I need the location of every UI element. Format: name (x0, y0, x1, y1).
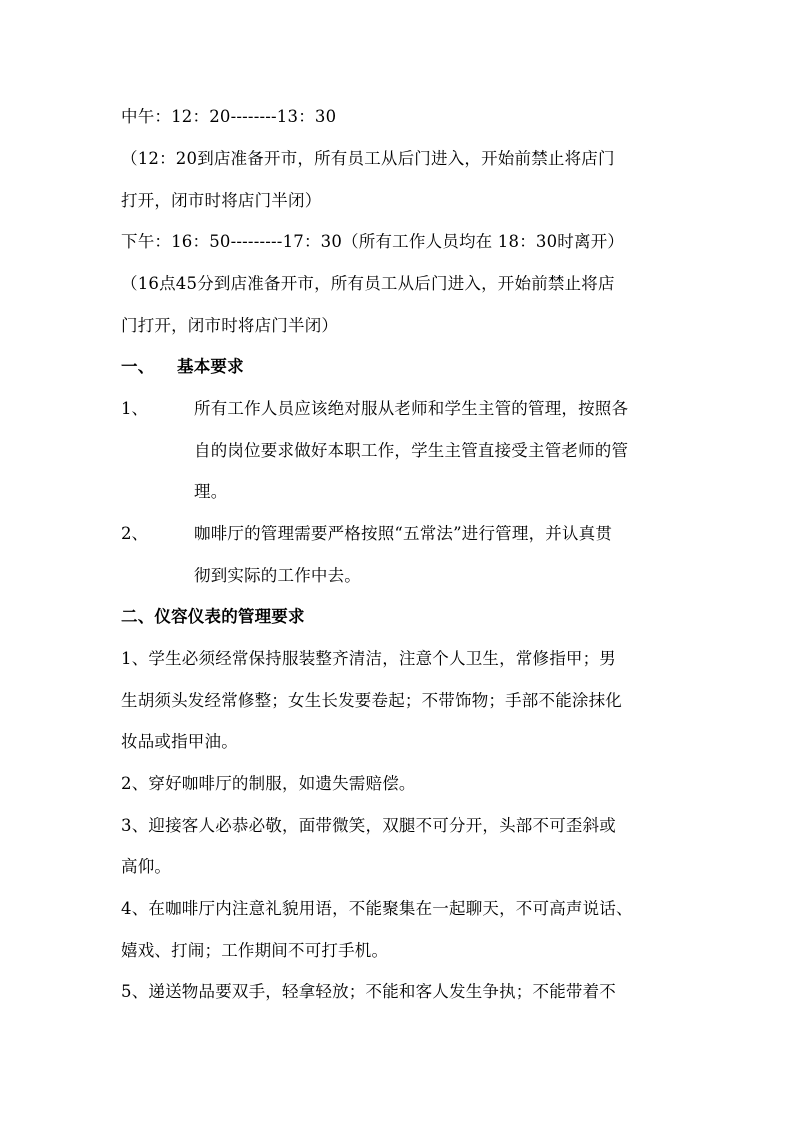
section-2-line-6: 高仰。 (121, 857, 172, 876)
section-1-item-1-number: 1、 (121, 399, 148, 418)
section-1-item-2-line-2: 彻到实际的工作中去。 (194, 566, 361, 585)
section-1-item-2-number: 2、 (121, 524, 148, 543)
section-2-line-5: 3、迎接客人必恭必敬，面带微笑，双腿不可分开，头部不可歪斜或 (121, 816, 616, 835)
section-2-line-3: 妆品或指甲油。 (121, 732, 238, 751)
section-1-item-2-line-1: 咖啡厅的管理需要严格按照“五常法”进行管理，并认真贯 (194, 524, 613, 543)
afternoon-note-line-1: （16点45分到店准备开市，所有员工从后门进入，开始前禁止将店 (121, 274, 615, 293)
section-1-item-1-line-2: 自的岗位要求做好本职工作，学生主管直接受主管老师的管 (194, 441, 629, 460)
afternoon-note-line-2: 门打开，闭市时将店门半闭） (121, 316, 339, 335)
noon-note-line-2: 打开，闭市时将店门半闭） (121, 191, 322, 210)
afternoon-schedule-line: 下午：16：50---------17：30（所有工作人员均在 18：30时离开） (121, 232, 625, 251)
section-2-heading: 二、仪容仪表的管理要求 (121, 607, 305, 626)
section-2-line-4: 2、穿好咖啡厅的制服，如遗失需赔偿。 (121, 774, 416, 793)
section-2-line-7: 4、在咖啡厅内注意礼貌用语，不能聚集在一起聊天，不可高声说话、 (121, 899, 633, 918)
noon-note-line-1: （12：20到店准备开市，所有员工从后门进入，开始前禁止将店门 (121, 149, 615, 168)
section-2-line-8: 嬉戏、打闹；工作期间不可打手机。 (121, 941, 389, 960)
section-2-line-1: 1、学生必须经常保持服装整齐清洁，注意个人卫生，常修指甲；男 (121, 649, 616, 668)
section-2-line-2: 生胡须头发经常修整；女生长发要卷起；不带饰物；手部不能涂抹化 (121, 691, 622, 710)
section-1-heading-title: 基本要求 (177, 357, 244, 376)
section-2-line-9: 5、递送物品要双手，轻拿轻放；不能和客人发生争执；不能带着不 (121, 982, 616, 1001)
section-1-heading-number: 一、 (121, 357, 155, 376)
section-1-item-1-line-3: 理。 (194, 482, 228, 501)
noon-schedule-line: 中午：12：20--------13：30 (121, 107, 337, 126)
section-1-item-1-line-1: 所有工作人员应该绝对服从老师和学生主管的管理，按照各 (194, 399, 629, 418)
